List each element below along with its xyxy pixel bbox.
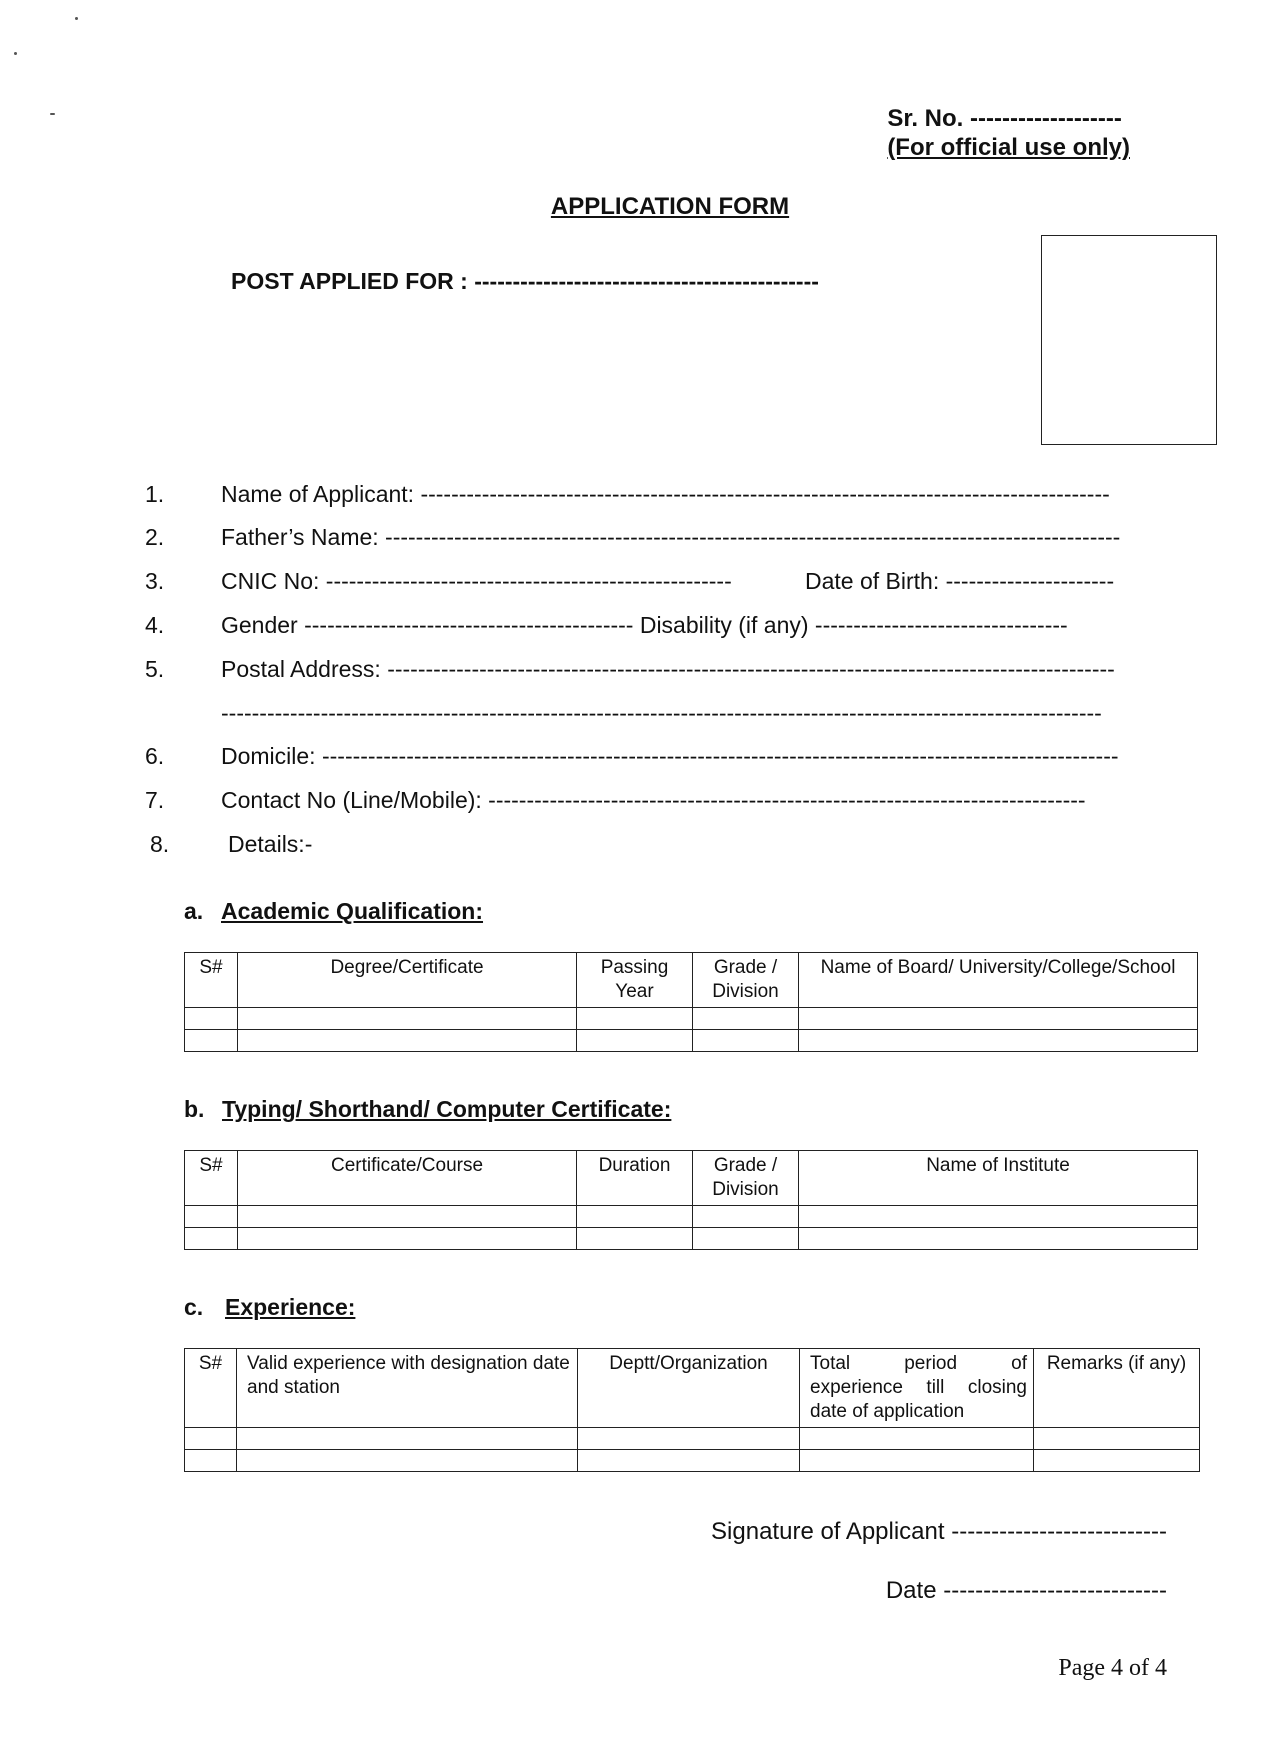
cnic-field[interactable]: CNIC No: ----------------------------------------------------- [221,568,732,594]
scan-speck [14,52,17,55]
table-cell[interactable] [799,1206,1198,1228]
table-row[interactable] [185,1450,1200,1472]
domicile-field[interactable]: Domicile: -------------------------------------------------------------------------------------------------------- [221,743,1119,769]
column-header: S# [185,953,238,1008]
column-header: Remarks (if any) [1034,1349,1200,1428]
scan-speck [50,113,55,115]
table-header-row [185,1349,1200,1428]
postal-address-field[interactable]: Postal Address: ----------------------------------------------------------------------------------------------- [221,656,1115,682]
table-cell[interactable] [693,1206,799,1228]
table-cell[interactable] [238,1030,577,1052]
column-header: Name of Board/ University/College/School [799,953,1198,1008]
table-cell[interactable] [800,1428,1034,1450]
date-of-birth-field[interactable]: Date of Birth: ---------------------- [805,568,1115,594]
form-title: APPLICATION FORM [550,193,790,220]
field-number: 6. [145,743,165,769]
table-cell[interactable] [577,1008,693,1030]
table-cell[interactable] [577,1228,693,1250]
table-cell[interactable] [799,1030,1198,1052]
table-cell[interactable] [578,1428,800,1450]
table-cell[interactable] [237,1428,578,1450]
table-cell[interactable] [1034,1428,1200,1450]
column-header: S# [185,1349,237,1428]
column-header: Grade / Division [693,953,799,1008]
column-header: Degree/Certificate [238,953,577,1008]
table-cell[interactable] [577,1030,693,1052]
post-applied-field[interactable]: POST APPLIED FOR : --------------------------------------------- [231,268,819,294]
table-cell[interactable] [185,1030,238,1052]
table-cell[interactable] [185,1228,238,1250]
table-header-row [185,1151,1198,1206]
experience-table [184,1348,1200,1472]
field-number: 1. [145,481,165,507]
table-row[interactable] [185,1428,1200,1450]
applicant-signature-field[interactable]: Signature of Applicant --------------------------- [711,1518,1167,1545]
details-label: Details:- [228,831,313,857]
table-header-row [185,953,1198,1008]
scan-speck [75,17,78,20]
table-cell[interactable] [577,1206,693,1228]
field-number: 3. [145,568,165,594]
field-number: 7. [145,787,165,813]
academic-qualification-table [184,952,1198,1052]
table-cell[interactable] [185,1450,237,1472]
gender-disability-field[interactable]: Gender ------------------------------------------- Disability (if any) --------------------------------- [221,612,1068,638]
column-header: Valid experience with designation date and station [237,1349,578,1428]
table-cell[interactable] [238,1008,577,1030]
official-use-note: (For official use only) [887,134,1130,161]
column-header: S# [185,1151,238,1206]
column-header: Passing Year [577,953,693,1008]
section-letter: c. [184,1294,204,1320]
section-letter: b. [184,1096,205,1122]
table-cell[interactable] [185,1008,238,1030]
column-header: Grade / Division [693,1151,799,1206]
date-field[interactable]: Date ---------------------------- [885,1577,1167,1604]
table-row[interactable] [185,1228,1198,1250]
table-cell[interactable] [185,1206,238,1228]
table-row[interactable] [185,1008,1198,1030]
table-row[interactable] [185,1206,1198,1228]
section-letter: a. [184,898,204,924]
table-cell[interactable] [237,1450,578,1472]
table-cell[interactable] [693,1228,799,1250]
academic-qualification-heading: Academic Qualification: [221,898,484,924]
photo-box [1041,235,1217,445]
contact-number-field[interactable]: Contact No (Line/Mobile): ------------------------------------------------------------------------------ [221,787,1086,813]
table-cell[interactable] [185,1428,237,1450]
typing-certificate-heading: Typing/ Shorthand/ Computer Certificate: [222,1096,672,1122]
column-header: Certificate/Course [238,1151,577,1206]
father-name-field[interactable]: Father’s Name: ------------------------------------------------------------------------------------------------ [221,524,1121,550]
field-number: 8. [150,831,170,857]
table-cell[interactable] [800,1450,1034,1472]
table-row[interactable] [185,1030,1198,1052]
column-header: Total period of experience till closing date of application [800,1349,1034,1428]
table-cell[interactable] [693,1008,799,1030]
table-cell[interactable] [238,1228,577,1250]
column-header: Name of Institute [799,1151,1198,1206]
field-number: 4. [145,612,165,638]
table-cell[interactable] [578,1450,800,1472]
experience-heading: Experience: [225,1294,356,1320]
page-number: Page 4 of 4 [1058,1655,1167,1681]
table-cell[interactable] [238,1206,577,1228]
typing-certificate-table [184,1150,1198,1250]
table-cell[interactable] [799,1008,1198,1030]
applicant-name-field[interactable]: Name of Applicant: ------------------------------------------------------------------------------------------ [221,481,1110,507]
column-header: Duration [577,1151,693,1206]
field-number: 5. [145,656,165,682]
table-cell[interactable] [1034,1450,1200,1472]
serial-number-field: Sr. No. ------------------- [887,105,1122,132]
column-header: Deptt/Organization [578,1349,800,1428]
official-use-block [887,104,1130,162]
table-cell[interactable] [693,1030,799,1052]
field-number: 2. [145,524,165,550]
postal-address-line2[interactable]: ------------------------------------------------------------------------------------------------------------------- [221,700,1102,726]
table-cell[interactable] [799,1228,1198,1250]
